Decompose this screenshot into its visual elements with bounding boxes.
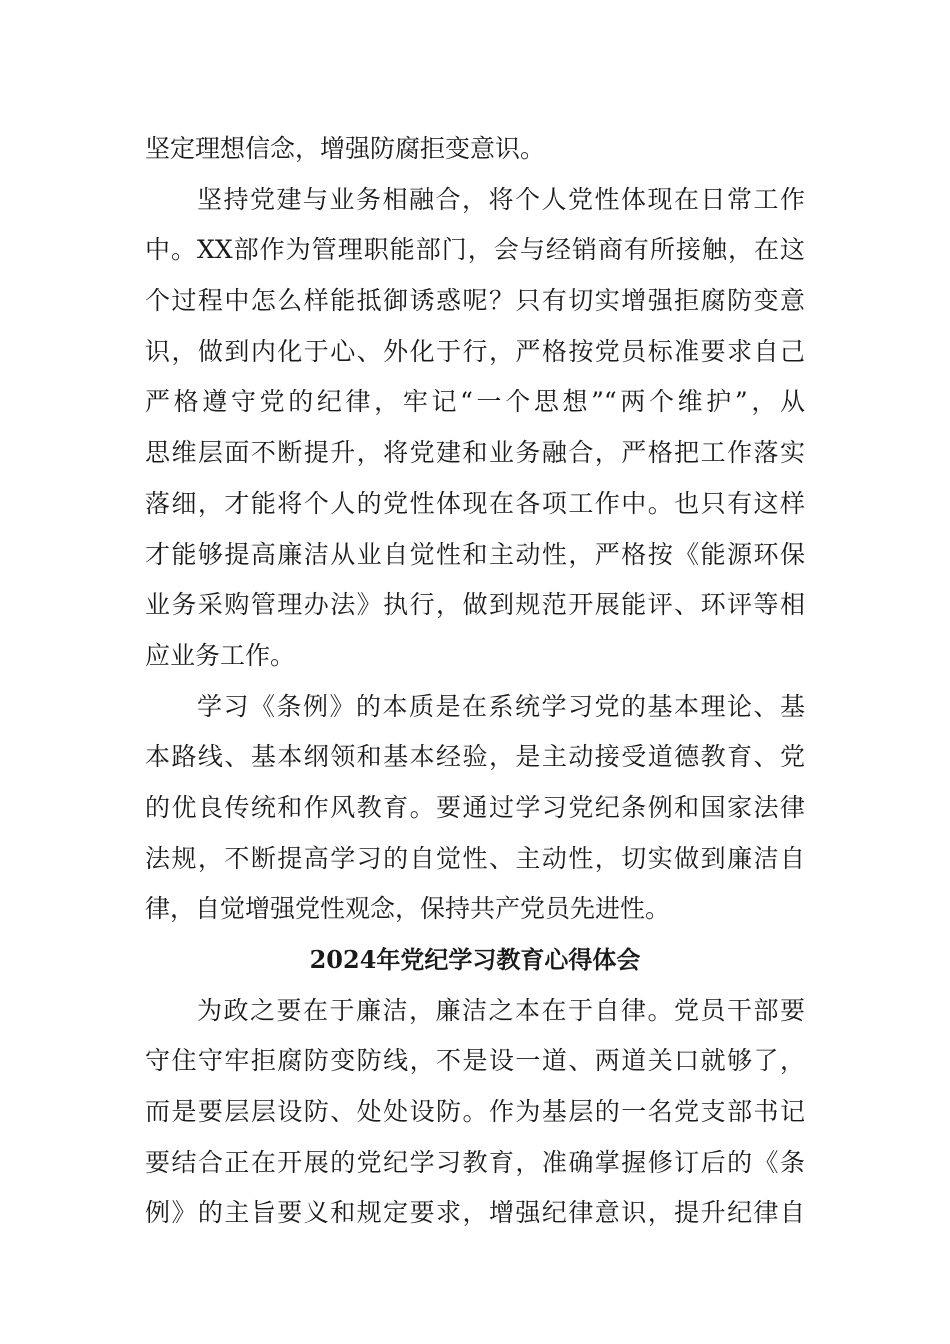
text-line: 要结合正在开展的党纪学习教育，准确掌握修订后的《条 — [145, 1147, 805, 1177]
text-line: 本路线、基本纲领和基本经验，是主动接受道德教育、党 — [145, 742, 805, 772]
text-line: 才能够提高廉洁从业自觉性和主动性，严格按《能源环保 — [145, 539, 805, 569]
text-line: 守住守牢拒腐防变防线，不是设一道、两道关口就够了， — [145, 1046, 805, 1076]
text-line: 个过程中怎么样能抵御诱惑呢？只有切实增强拒腐防变意 — [145, 286, 805, 316]
text-line: 法规，不断提高学习的自觉性、主动性，切实做到廉洁自 — [145, 843, 805, 873]
document-page — [145, 124, 805, 1239]
text-line: 坚持党建与业务相融合，将个人党性体现在日常工作 — [197, 184, 805, 214]
text-line: 落细，才能将个人的党性体现在各项工作中。也只有这样 — [145, 488, 805, 518]
text-line: 坚定理想信念，增强防腐拒变意识。 — [145, 134, 546, 163]
text-line: 应业务工作。 — [145, 640, 296, 670]
text-line: 中。XX部作为管理职能部门，会与经销商有所接触，在这 — [145, 235, 805, 265]
text-line: 的优良传统和作风教育。要通过学习党纪条例和国家法律 — [145, 792, 805, 822]
text-line: 学习《条例》的本质是在系统学习党的基本理论、基 — [197, 691, 805, 721]
text-line: 律，自觉增强党性观念，保持共产党员先进性。 — [145, 894, 671, 924]
text-line: 而是要层层设防、处处设防。作为基层的一名党支部书记 — [145, 1097, 805, 1127]
text-line: 严格遵守党的纪律，牢记“一个思想”“两个维护”，从 — [145, 387, 805, 417]
text-line: 思维层面不断提升，将党建和业务融合，严格把工作落实 — [145, 438, 805, 468]
text-line: 识，做到内化于心、外化于行，严格按党员标准要求自己 — [145, 336, 805, 366]
section-title: 2024年党纪学习教育心得体会 — [309, 945, 641, 974]
text-line: 业务采购管理办法》执行，做到规范开展能评、环评等相 — [145, 590, 805, 620]
text-line: 例》的主旨要义和规定要求，增强纪律意识，提升纪律自 — [145, 1198, 805, 1228]
text-line: 为政之要在于廉洁，廉洁之本在于自律。党员干部要 — [197, 995, 805, 1025]
